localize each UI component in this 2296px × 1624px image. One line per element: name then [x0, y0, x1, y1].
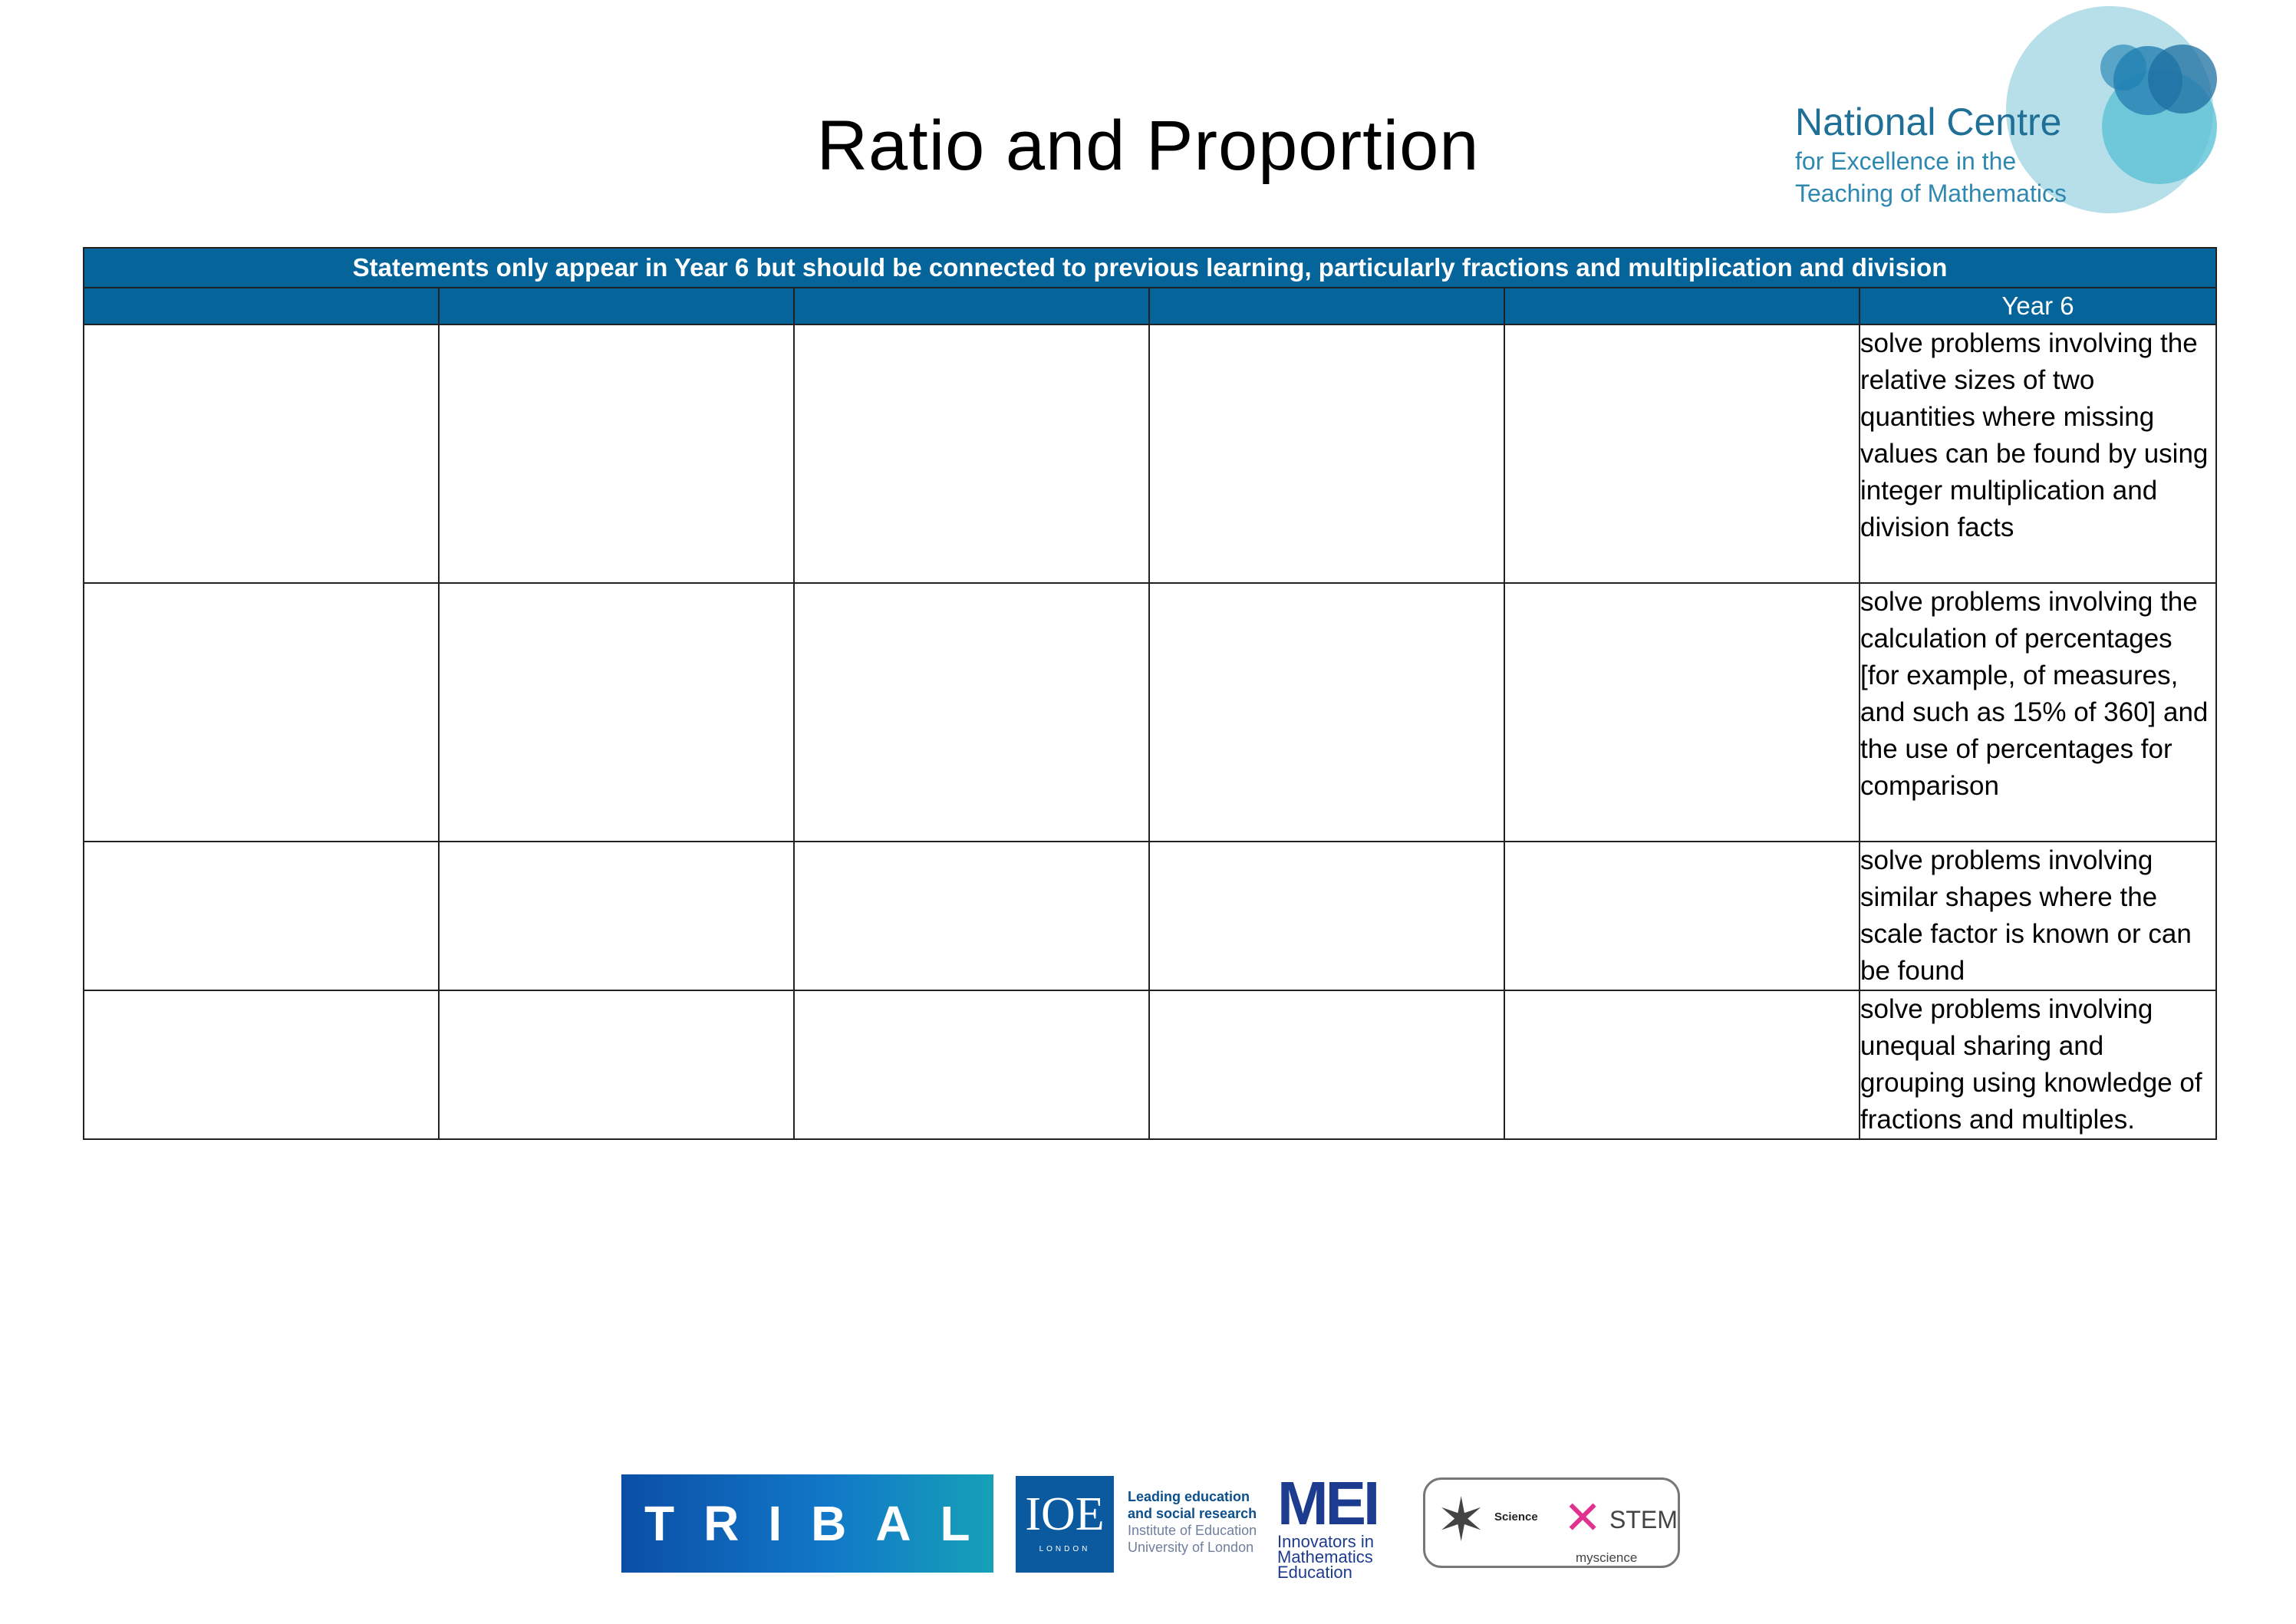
ncetm-logo-line1: National Centre — [1795, 100, 2062, 143]
ioe-logo-sub: LONDON — [1039, 1545, 1091, 1553]
year-header-year6: Year 6 — [1860, 288, 2216, 324]
table-row — [84, 324, 2216, 583]
table-cell — [794, 583, 1149, 842]
ncetm-logo-line3: Teaching of Mathematics — [1795, 180, 2067, 207]
table-cell — [1504, 842, 1860, 990]
table-cell — [794, 990, 1149, 1139]
science-label: Science — [1494, 1510, 1538, 1524]
logo-circle — [2100, 44, 2146, 91]
year-header — [84, 288, 439, 324]
ioe-line: Leading education — [1128, 1489, 1250, 1504]
year-header — [1504, 288, 1860, 324]
ioe-logo-mark: IOE — [1025, 1488, 1105, 1540]
table-cell — [84, 842, 439, 990]
ioe-logo-text — [1128, 1488, 1258, 1556]
stem-label: STEM — [1609, 1506, 1678, 1533]
logo-circle — [2148, 44, 2217, 114]
table-row — [84, 842, 2216, 990]
ioe-line: and social research — [1128, 1506, 1257, 1521]
ioe-line: University of London — [1128, 1540, 1254, 1555]
table-cell — [439, 324, 794, 583]
ncetm-logo — [1795, 0, 2225, 222]
mei-logo-mark: MEI — [1277, 1469, 1378, 1537]
myscience-label: myscience — [1571, 1550, 1642, 1566]
ioe-logo — [1016, 1476, 1114, 1573]
table-cell — [1504, 583, 1860, 842]
table-cell — [439, 990, 794, 1139]
table-cell — [439, 583, 794, 842]
table-cell — [84, 990, 439, 1139]
year-header — [794, 288, 1149, 324]
ioe-line: Institute of Education — [1128, 1523, 1257, 1538]
table-banner: Statements only appear in Year 6 but should be connected to previous learning, particularly fractions and multiplication and division — [84, 248, 2216, 288]
table-cell — [794, 324, 1149, 583]
table-cell — [84, 324, 439, 583]
year-header — [439, 288, 794, 324]
statement-cell: solve problems involving unequal sharing and grouping using knowledge of fractions and multiples. — [1860, 990, 2216, 1139]
table-cell — [794, 842, 1149, 990]
mei-line: Education — [1277, 1563, 1352, 1582]
statement-cell: solve problems involving similar shapes where the scale factor is known or can be found — [1860, 842, 2216, 990]
table-cell — [1149, 990, 1504, 1139]
mei-logo — [1277, 1469, 1400, 1582]
table-cell — [1504, 990, 1860, 1139]
science-star-icon: ✶ — [1436, 1486, 1487, 1553]
table-cell — [1149, 842, 1504, 990]
curriculum-table — [83, 247, 2217, 1140]
statement-cell: solve problems involving the relative sizes of two quantities where missing values can be found by using integer multiplication and division facts — [1860, 324, 2216, 583]
table-cell — [84, 583, 439, 842]
year-header-row — [84, 288, 2216, 324]
table-cell — [1149, 324, 1504, 583]
table-cell — [439, 842, 794, 990]
stem-x-icon: ✕ — [1563, 1492, 1603, 1543]
mei-line: Innovators in — [1277, 1532, 1374, 1551]
table-banner-row — [84, 248, 2216, 288]
ncetm-logo-line2: for Excellence in the — [1795, 147, 2017, 175]
table-cell — [1149, 583, 1504, 842]
science-stem-logo — [1423, 1477, 1680, 1568]
year-header — [1149, 288, 1504, 324]
table-row — [84, 583, 2216, 842]
table-cell — [1504, 324, 1860, 583]
table-row — [84, 990, 2216, 1139]
page-title: Ratio and Proportion — [816, 107, 1480, 185]
statement-cell: solve problems involving the calculation of percentages [for example, of measures, and such as 15% of 360] and the use of percentages for comparison — [1860, 583, 2216, 842]
tribal-logo: TRIBAL — [621, 1474, 993, 1573]
mei-line: Mathematics — [1277, 1547, 1373, 1566]
